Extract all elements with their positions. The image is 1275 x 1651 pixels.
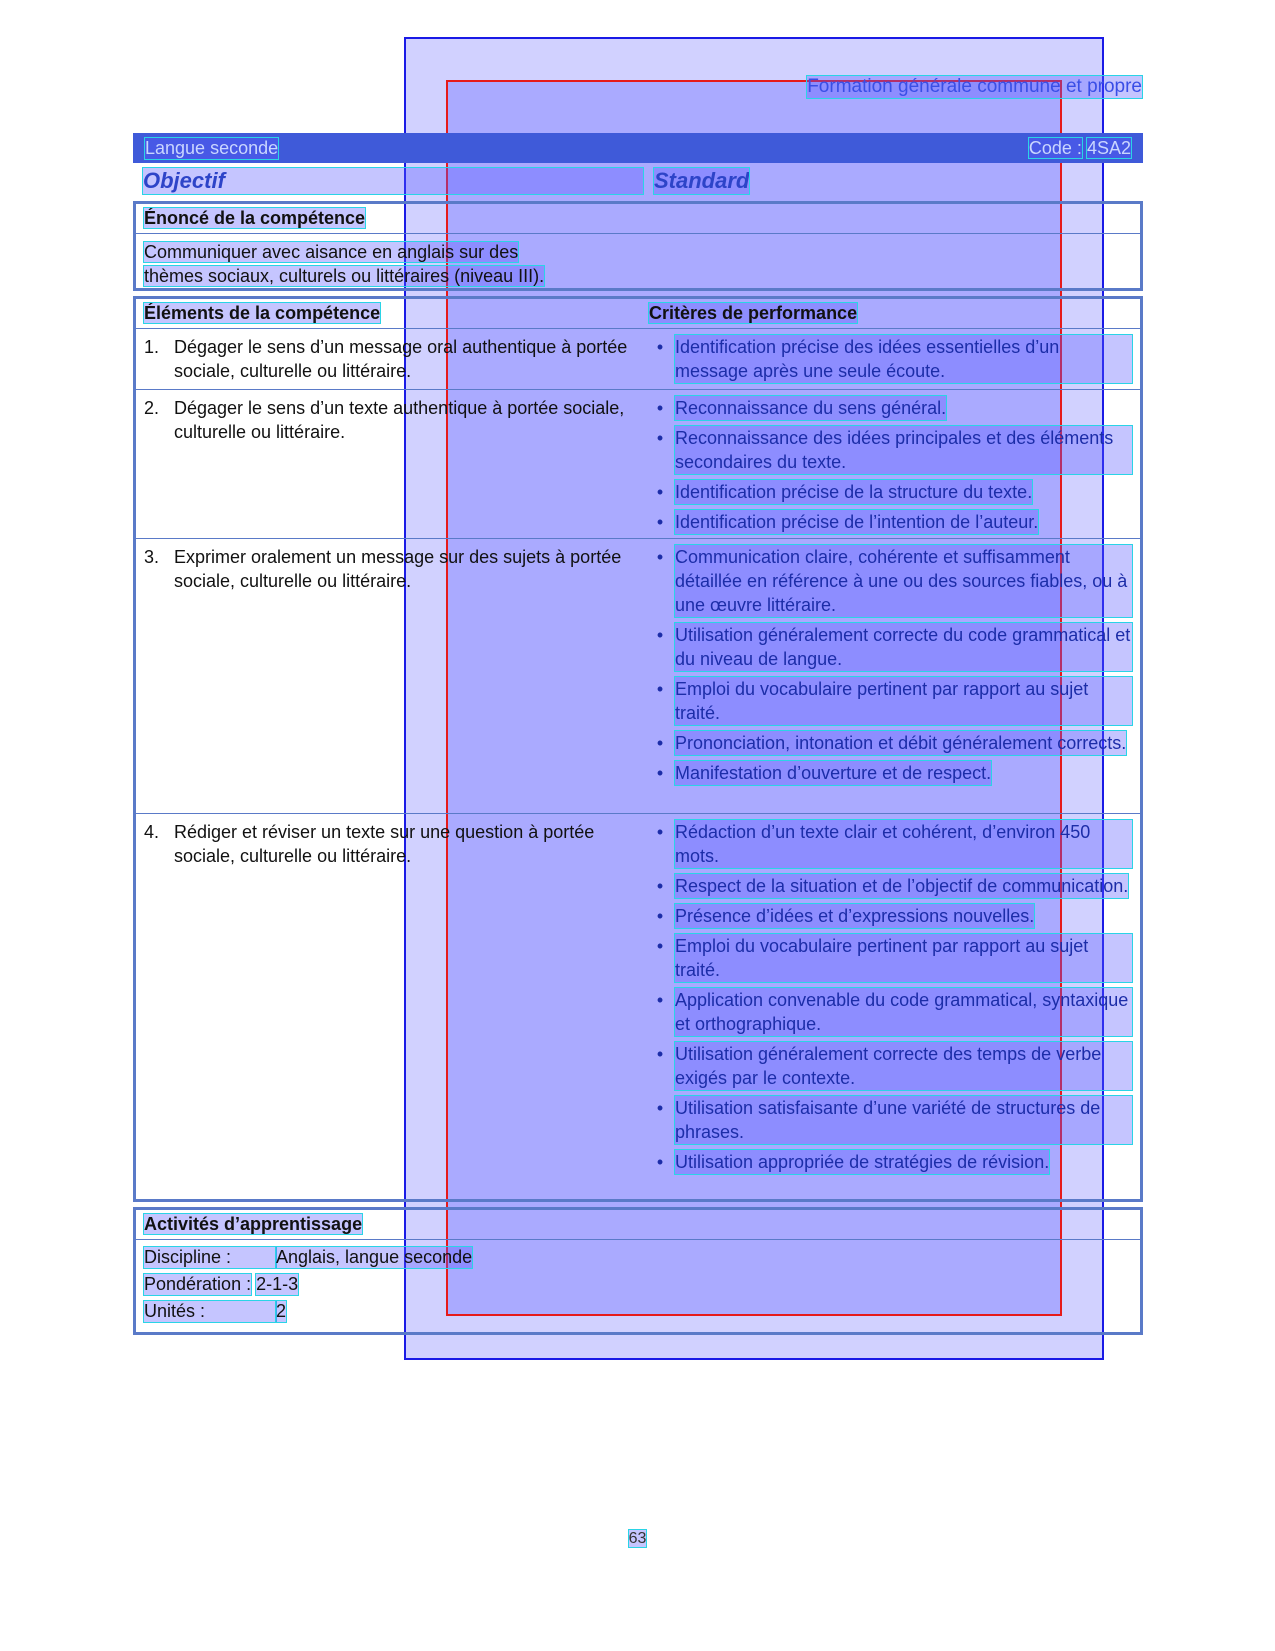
bullet-icon: • (656, 763, 664, 783)
criterion-item: • Identification précise de l’intention de l’auteur. (645, 510, 1132, 534)
bullet-icon: • (656, 1044, 664, 1064)
enonce-box (133, 201, 1143, 291)
element-text: Rédiger et réviser un texte sur une question à portée sociale, culturelle ou littéraire. (174, 822, 595, 866)
bullet-icon: • (656, 1152, 664, 1172)
bullet-icon: • (656, 625, 664, 645)
unites-value: 2 (276, 1301, 287, 1321)
bullet-icon: • (656, 733, 664, 753)
criterion-item: • Emploi du vocabulaire pertinent par rapport au sujet traité. (645, 934, 1132, 982)
bullet-icon: • (656, 906, 664, 926)
element-text: Dégager le sens d’un texte authentique à portée sociale, culturelle ou littéraire. (174, 398, 625, 442)
ponderation-line (136, 1271, 1140, 1298)
unites-line (136, 1298, 1140, 1325)
competence-row-2 (136, 390, 1140, 539)
criterion-item: • Emploi du vocabulaire pertinent par rapport au sujet traité. (645, 677, 1132, 725)
activites-box (133, 1207, 1143, 1335)
criterion-item: • Respect de la situation et de l’objectif de communication. (645, 874, 1132, 898)
bullet-icon: • (656, 990, 664, 1010)
criterion-item: • Reconnaissance des idées principales et des éléments secondaires du texte. (645, 426, 1132, 474)
unites-label: Unités : (144, 1301, 276, 1322)
bullet-icon: • (656, 482, 664, 502)
discipline-line (136, 1244, 1140, 1271)
ponderation-label: Pondération : (144, 1274, 252, 1294)
competence-row-4 (136, 814, 1140, 1194)
course-title-bar (133, 133, 1143, 163)
element-number: 1. (144, 337, 160, 357)
bullet-icon: • (656, 428, 664, 448)
element-number: 2. (144, 398, 160, 418)
element-text: Exprimer oralement un message sur des sujets à portée sociale, culturelle ou littéraire. (174, 547, 622, 591)
discipline-label: Discipline : (144, 1247, 276, 1268)
criterion-item: • Application convenable du code grammatical, syntaxique et orthographique. (645, 988, 1132, 1036)
criterion-item: • Identification précise des idées essentielles d’un message après une seule écoute. (645, 335, 1132, 383)
bullet-icon: • (656, 936, 664, 956)
criterion-item: • Utilisation satisfaisante d’une variété de structures de phrases. (645, 1096, 1132, 1144)
bullet-icon: • (656, 876, 664, 896)
criterion-item: • Communication claire, cohérente et suffisamment détaillée en référence à une ou des sources fiables, ou à une œuvre littéraire. (645, 545, 1132, 617)
element-number: 4. (144, 822, 160, 842)
criteria-heading: Critères de performance (649, 303, 858, 323)
competence-table (133, 296, 1143, 1202)
criterion-item: • Reconnaissance du sens général. (645, 396, 1132, 420)
elements-heading: Éléments de la compétence (144, 303, 381, 323)
criterion-item: • Présence d’idées et d’expressions nouvelles. (645, 904, 1132, 928)
code-value: 4SA2 (1086, 137, 1131, 158)
bullet-icon: • (656, 512, 664, 532)
criterion-item: • Utilisation généralement correcte des temps de verbe exigés par le contexte. (645, 1042, 1132, 1090)
course-code (1029, 138, 1131, 159)
enonce-heading-text: Énoncé de la compétence (144, 208, 366, 228)
enonce-line-1: Communiquer avec aisance en anglais sur des (144, 242, 519, 262)
criterion-item: • Utilisation appropriée de stratégies de révision. (645, 1150, 1132, 1174)
activites-heading-text: Activités d’apprentissage (144, 1214, 363, 1234)
criterion-item: • Utilisation généralement correcte du code grammatical et du niveau de langue. (645, 623, 1132, 671)
ponderation-value: 2-1-3 (256, 1274, 299, 1294)
course-title: Langue seconde (145, 137, 279, 158)
bullet-icon: • (656, 1098, 664, 1118)
criterion-item: • Manifestation d’ouverture et de respect. (645, 761, 1132, 785)
code-label: Code : (1028, 137, 1082, 158)
bullet-icon: • (656, 398, 664, 418)
enonce-heading (136, 204, 1140, 234)
bullet-icon: • (656, 337, 664, 357)
element-number: 3. (144, 547, 160, 567)
activites-heading (136, 1210, 1140, 1240)
discipline-value: Anglais, langue seconde (276, 1247, 473, 1267)
enonce-line-2: thèmes sociaux, culturels ou littéraires (niveau III). (144, 266, 545, 286)
bullet-icon: • (656, 822, 664, 842)
page-number: 63 (628, 1530, 647, 1547)
competence-table-header (136, 299, 1140, 329)
criterion-item: • Rédaction d’un texte clair et cohérent, d’environ 450 mots. (645, 820, 1132, 868)
competence-row-3 (136, 539, 1140, 814)
bullet-icon: • (656, 679, 664, 699)
enonce-text (136, 234, 1140, 294)
bullet-icon: • (656, 547, 664, 567)
criterion-item: • Identification précise de la structure du texte. (645, 480, 1132, 504)
element-text: Dégager le sens d’un message oral authentique à portée sociale, culturelle ou littéraire. (174, 337, 628, 381)
program-header: Formation générale commune et propre (807, 76, 1142, 97)
objectif-heading: Objectif (143, 168, 643, 194)
competence-row-1 (136, 329, 1140, 390)
standard-heading: Standard (654, 168, 750, 193)
criterion-item: • Prononciation, intonation et débit généralement corrects. (645, 731, 1132, 755)
